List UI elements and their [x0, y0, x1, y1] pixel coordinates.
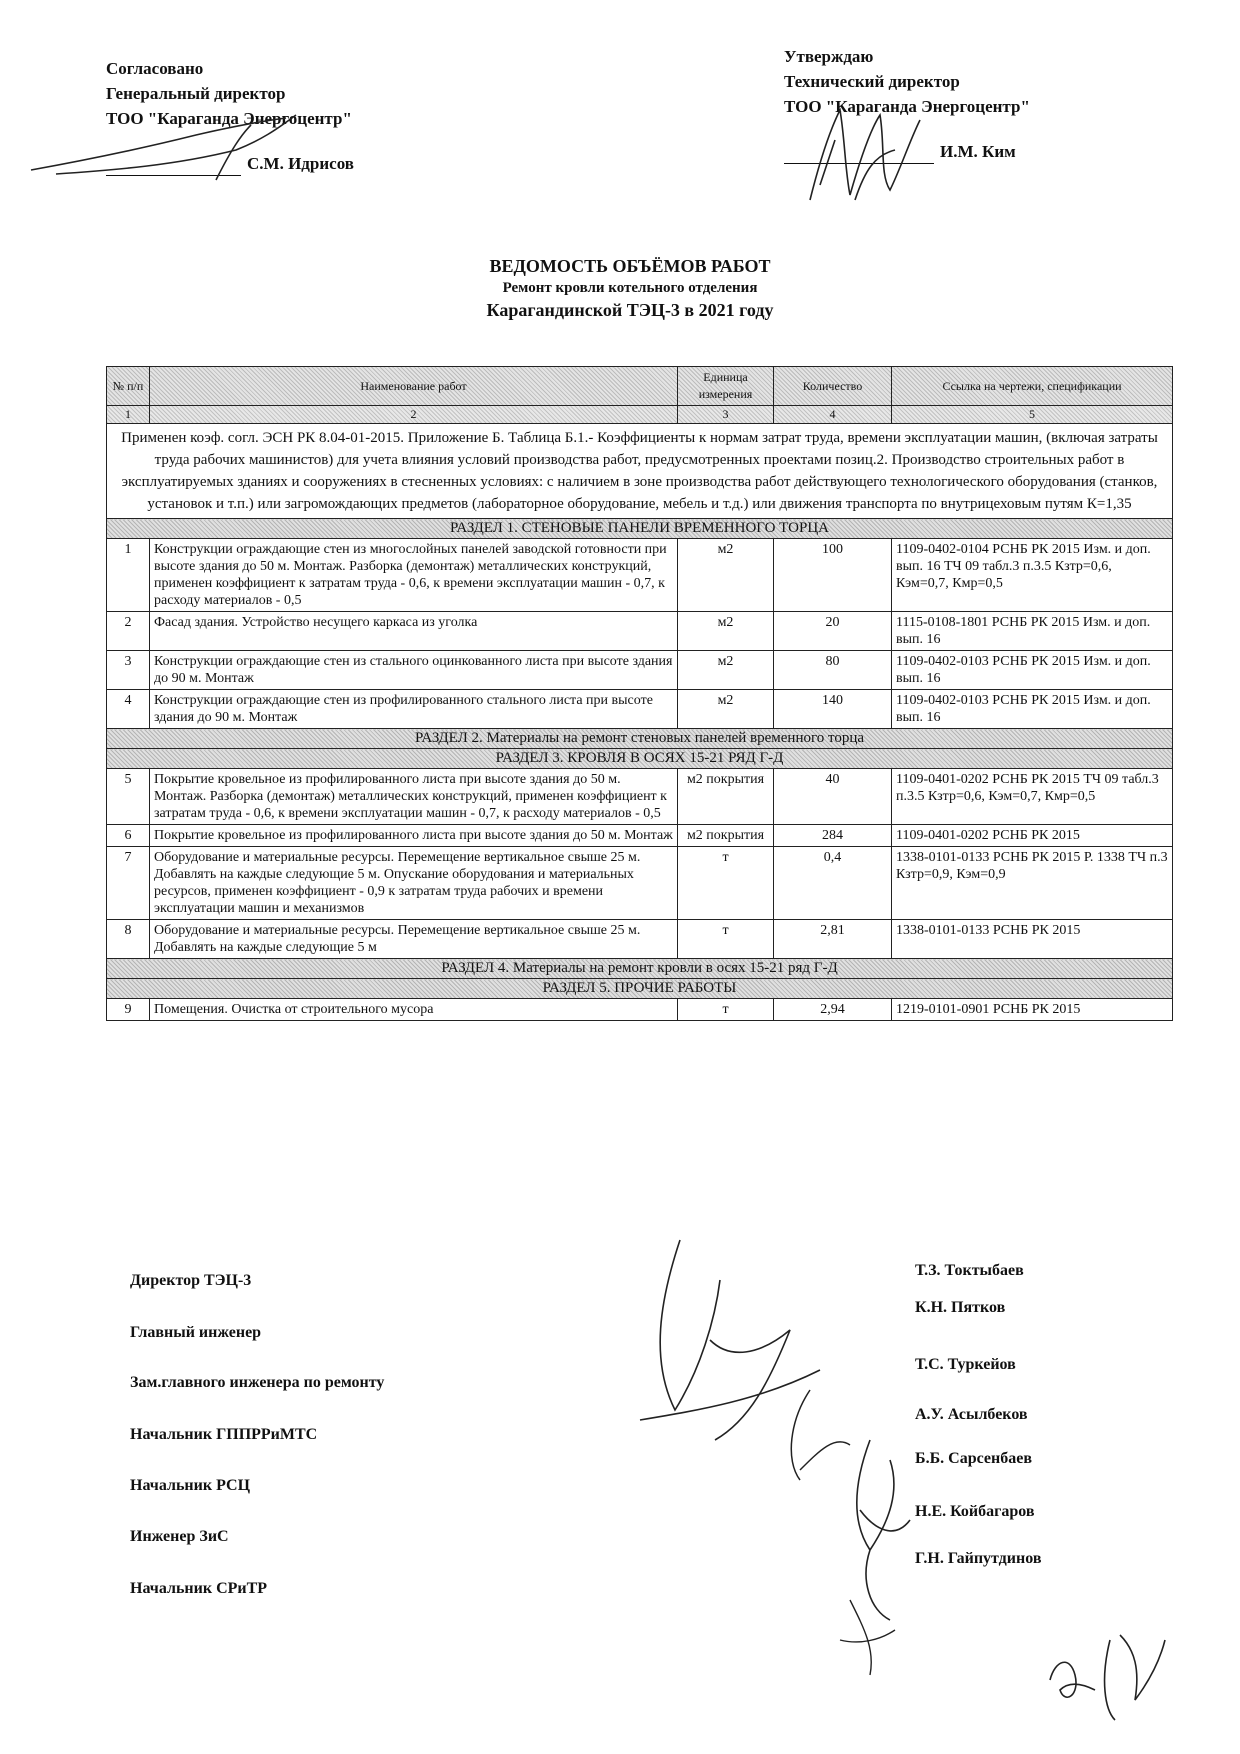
header-cell-quantity: Количество	[774, 367, 892, 406]
signer-position: Инженер ЗиС	[130, 1528, 229, 1545]
approval-signature-line	[106, 151, 354, 176]
row-reference: 1338-0101-0133 РСНБ РК 2015	[892, 920, 1173, 959]
row-unit: м2	[678, 539, 774, 612]
table-row	[107, 612, 1173, 651]
row-number: 7	[107, 847, 150, 920]
signature-blank	[784, 162, 934, 164]
row-quantity: 284	[774, 825, 892, 847]
column-number-row	[107, 406, 1173, 424]
approval-name: С.М. Идрисов	[247, 154, 354, 173]
row-reference: 1109-0401-0202 РСНБ РК 2015	[892, 825, 1173, 847]
column-number: 5	[892, 406, 1173, 424]
signer-row	[130, 1550, 1090, 1604]
table-row	[107, 769, 1173, 825]
row-number: 2	[107, 612, 150, 651]
section-title: РАЗДЕЛ 3. КРОВЛЯ В ОСЯХ 15-21 РЯД Г-Д	[107, 749, 1173, 769]
row-quantity: 100	[774, 539, 892, 612]
title-line-2: Ремонт кровли котельного отделения	[502, 280, 758, 296]
coefficient-note: Применен коэф. согл. ЭСН РК 8.04-01-2015. Приложение Б. Таблица Б.1.- Коэффициенты к нормам затрат труда, времени эксплуатации машин, (включая затраты труда рабочих машинистов) для учета влияния условий производства работ, предусмотренных проектами позиц.2. Производство строительных работ в эксплуатируемых зданиях и сооружениях в стесненных условиях: с наличием в зоне производства работ действующего технологического оборудования (станков, установок и т.п.) или загромождающих предметов (лабораторное оборудование, мебель и т.д.) или движения транспорта по внутрицеховым путям К=1,35	[107, 424, 1173, 519]
row-unit: т	[678, 920, 774, 959]
table-row	[107, 999, 1173, 1021]
table-row	[107, 651, 1173, 690]
signer-name: Т.С. Туркейов	[915, 1356, 1016, 1373]
row-reference: 1338-0101-0133 РСНБ РК 2015 Р. 1338 ТЧ п.3 Кзтр=0,9, Кэм=0,9	[892, 847, 1173, 920]
row-reference: 1109-0402-0103 РСНБ РК 2015 Изм. и доп. вып. 16	[892, 651, 1173, 690]
row-work-name: Конструкции ограждающие стен из стального оцинкованного листа при высоте здания до 90 м. Монтаж	[150, 651, 678, 690]
table-row	[107, 825, 1173, 847]
row-number: 8	[107, 920, 150, 959]
approval-name: И.М. Ким	[940, 142, 1016, 161]
signer-position: Начальник СРиТР	[130, 1580, 268, 1597]
signer-row	[130, 1299, 1090, 1348]
section-row	[107, 979, 1173, 999]
column-number: 3	[678, 406, 774, 424]
row-quantity: 40	[774, 769, 892, 825]
row-number: 1	[107, 539, 150, 612]
row-reference: 1109-0401-0202 РСНБ РК 2015 ТЧ 09 табл.3 п.3.5 Кзтр=0,6, Кэм=0,7, Кмр=0,5	[892, 769, 1173, 825]
header-cell-number: № п/п	[107, 367, 150, 406]
section-title: РАЗДЕЛ 2. Материалы на ремонт стеновых панелей временного торца	[107, 729, 1173, 749]
row-reference: 1115-0108-1801 РСНБ РК 2015 Изм. и доп. вып. 16	[892, 612, 1173, 651]
row-unit: м2 покрытия	[678, 825, 774, 847]
approval-company: ТОО "Караганда Энергоцентр"	[106, 109, 352, 128]
row-work-name: Оборудование и материальные ресурсы. Перемещение вертикальное свыше 25 м. Добавлять на каждые следующие 5 м. Опускание оборудования и материальных ресурсов, применен коэффициент - 0,9 к затратам труда рабочих и времени эксплуатации машин и механизмов	[150, 847, 678, 920]
approval-heading: Согласовано	[106, 59, 204, 78]
table-header-row	[107, 367, 1173, 406]
row-number: 4	[107, 690, 150, 729]
signer-name: К.Н. Пятков	[915, 1299, 1006, 1316]
row-quantity: 20	[774, 612, 892, 651]
header-cell-reference: Ссылка на чертежи, спецификации	[892, 367, 1173, 406]
note-row	[107, 424, 1173, 519]
signer-name: Н.Е. Койбагаров	[915, 1503, 1035, 1520]
signer-row	[130, 1356, 1090, 1398]
table-row	[107, 920, 1173, 959]
signer-position: Главный инженер	[130, 1324, 262, 1341]
approval-signature-line	[784, 139, 1030, 164]
signer-name: Т.З. Токтыбаев	[915, 1262, 1024, 1279]
section-title: РАЗДЕЛ 4. Материалы на ремонт кровли в осях 15-21 ряд Г-Д	[107, 959, 1173, 979]
signer-row	[130, 1262, 1090, 1296]
header-cell-unit: Единица измерения	[678, 367, 774, 406]
column-number: 4	[774, 406, 892, 424]
approval-position: Генеральный директор	[106, 84, 286, 103]
section-row	[107, 749, 1173, 769]
document-title	[0, 256, 1240, 321]
column-number: 2	[150, 406, 678, 424]
section-title: РАЗДЕЛ 1. СТЕНОВЫЕ ПАНЕЛИ ВРЕМЕННОГО ТОРЦА	[107, 519, 1173, 539]
works-table	[106, 366, 1173, 1021]
row-work-name: Помещения. Очистка от строительного мусора	[150, 999, 678, 1021]
section-row	[107, 519, 1173, 539]
column-number: 1	[107, 406, 150, 424]
signer-name: А.У. Асылбеков	[915, 1406, 1028, 1423]
signature-blank	[106, 174, 241, 176]
row-quantity: 0,4	[774, 847, 892, 920]
row-quantity: 2,81	[774, 920, 892, 959]
row-number: 3	[107, 651, 150, 690]
table-row	[107, 847, 1173, 920]
row-quantity: 140	[774, 690, 892, 729]
signer-row	[130, 1450, 1090, 1501]
row-reference: 1219-0101-0901 РСНБ РК 2015	[892, 999, 1173, 1021]
row-reference: 1109-0402-0104 РСНБ РК 2015 Изм. и доп. вып. 16 ТЧ 09 табл.3 п.3.5 Кзтр=0,6, Кэм=0,7, Кмр=0,5	[892, 539, 1173, 612]
signer-position: Начальник ГППРРиМТС	[130, 1426, 318, 1443]
row-work-name: Конструкции ограждающие стен из многослойных панелей заводской готовности при высоте здания до 50 м. Монтаж. Разборка (демонтаж) металлических конструкций, применен коэффициент к затратам труда - 0,6, к времени эксплуатации машин - 0,7, к расходу материалов - 0,5	[150, 539, 678, 612]
signer-name: Б.Б. Сарсенбаев	[915, 1450, 1032, 1467]
approval-right	[784, 44, 1030, 164]
row-unit: м2	[678, 612, 774, 651]
row-unit: м2	[678, 651, 774, 690]
approval-heading: Утверждаю	[784, 47, 874, 66]
title-line-3: Карагандинской ТЭЦ-3 в 2021 году	[486, 300, 774, 320]
row-work-name: Оборудование и материальные ресурсы. Перемещение вертикальное свыше 25 м. Добавлять на каждые следующие 5 м	[150, 920, 678, 959]
initials-image	[1040, 1620, 1180, 1730]
signer-name: Г.Н. Гайпутдинов	[915, 1550, 1042, 1567]
row-work-name: Конструкции ограждающие стен из профилированного стального листа при высоте здания до 90 м. Монтаж	[150, 690, 678, 729]
signer-row	[130, 1406, 1090, 1450]
approval-position: Технический директор	[784, 72, 960, 91]
section-row	[107, 729, 1173, 749]
row-unit: м2 покрытия	[678, 769, 774, 825]
title-line-1: ВЕДОМОСТЬ ОБЪЁМОВ РАБОТ	[489, 256, 771, 276]
row-unit: т	[678, 847, 774, 920]
row-work-name: Покрытие кровельное из профилированного листа при высоте здания до 50 м. Монтаж. Разборка (демонтаж) металлических конструкций, применен коэффициент к затратам труда - 0,6, к времени эксплуатации машин - 0,7, к расходу материалов - 0,5	[150, 769, 678, 825]
approval-left	[106, 56, 354, 176]
signer-row	[130, 1503, 1090, 1552]
row-quantity: 80	[774, 651, 892, 690]
signer-position: Зам.главного инженера по ремонту	[130, 1374, 385, 1391]
row-work-name: Фасад здания. Устройство несущего каркаса из уголка	[150, 612, 678, 651]
row-number: 5	[107, 769, 150, 825]
row-number: 9	[107, 999, 150, 1021]
row-number: 6	[107, 825, 150, 847]
signer-position: Начальник РСЦ	[130, 1477, 251, 1494]
row-unit: м2	[678, 690, 774, 729]
header-cell-name: Наименование работ	[150, 367, 678, 406]
signer-position: Директор ТЭЦ-3	[130, 1272, 252, 1289]
row-quantity: 2,94	[774, 999, 892, 1021]
table-row	[107, 690, 1173, 729]
row-reference: 1109-0402-0103 РСНБ РК 2015 Изм. и доп. вып. 16	[892, 690, 1173, 729]
table-row	[107, 539, 1173, 612]
section-title: РАЗДЕЛ 5. ПРОЧИЕ РАБОТЫ	[107, 979, 1173, 999]
row-unit: т	[678, 999, 774, 1021]
section-row	[107, 959, 1173, 979]
approval-company: ТОО "Караганда Энергоцентр"	[784, 97, 1030, 116]
row-work-name: Покрытие кровельное из профилированного листа при высоте здания до 50 м. Монтаж	[150, 825, 678, 847]
